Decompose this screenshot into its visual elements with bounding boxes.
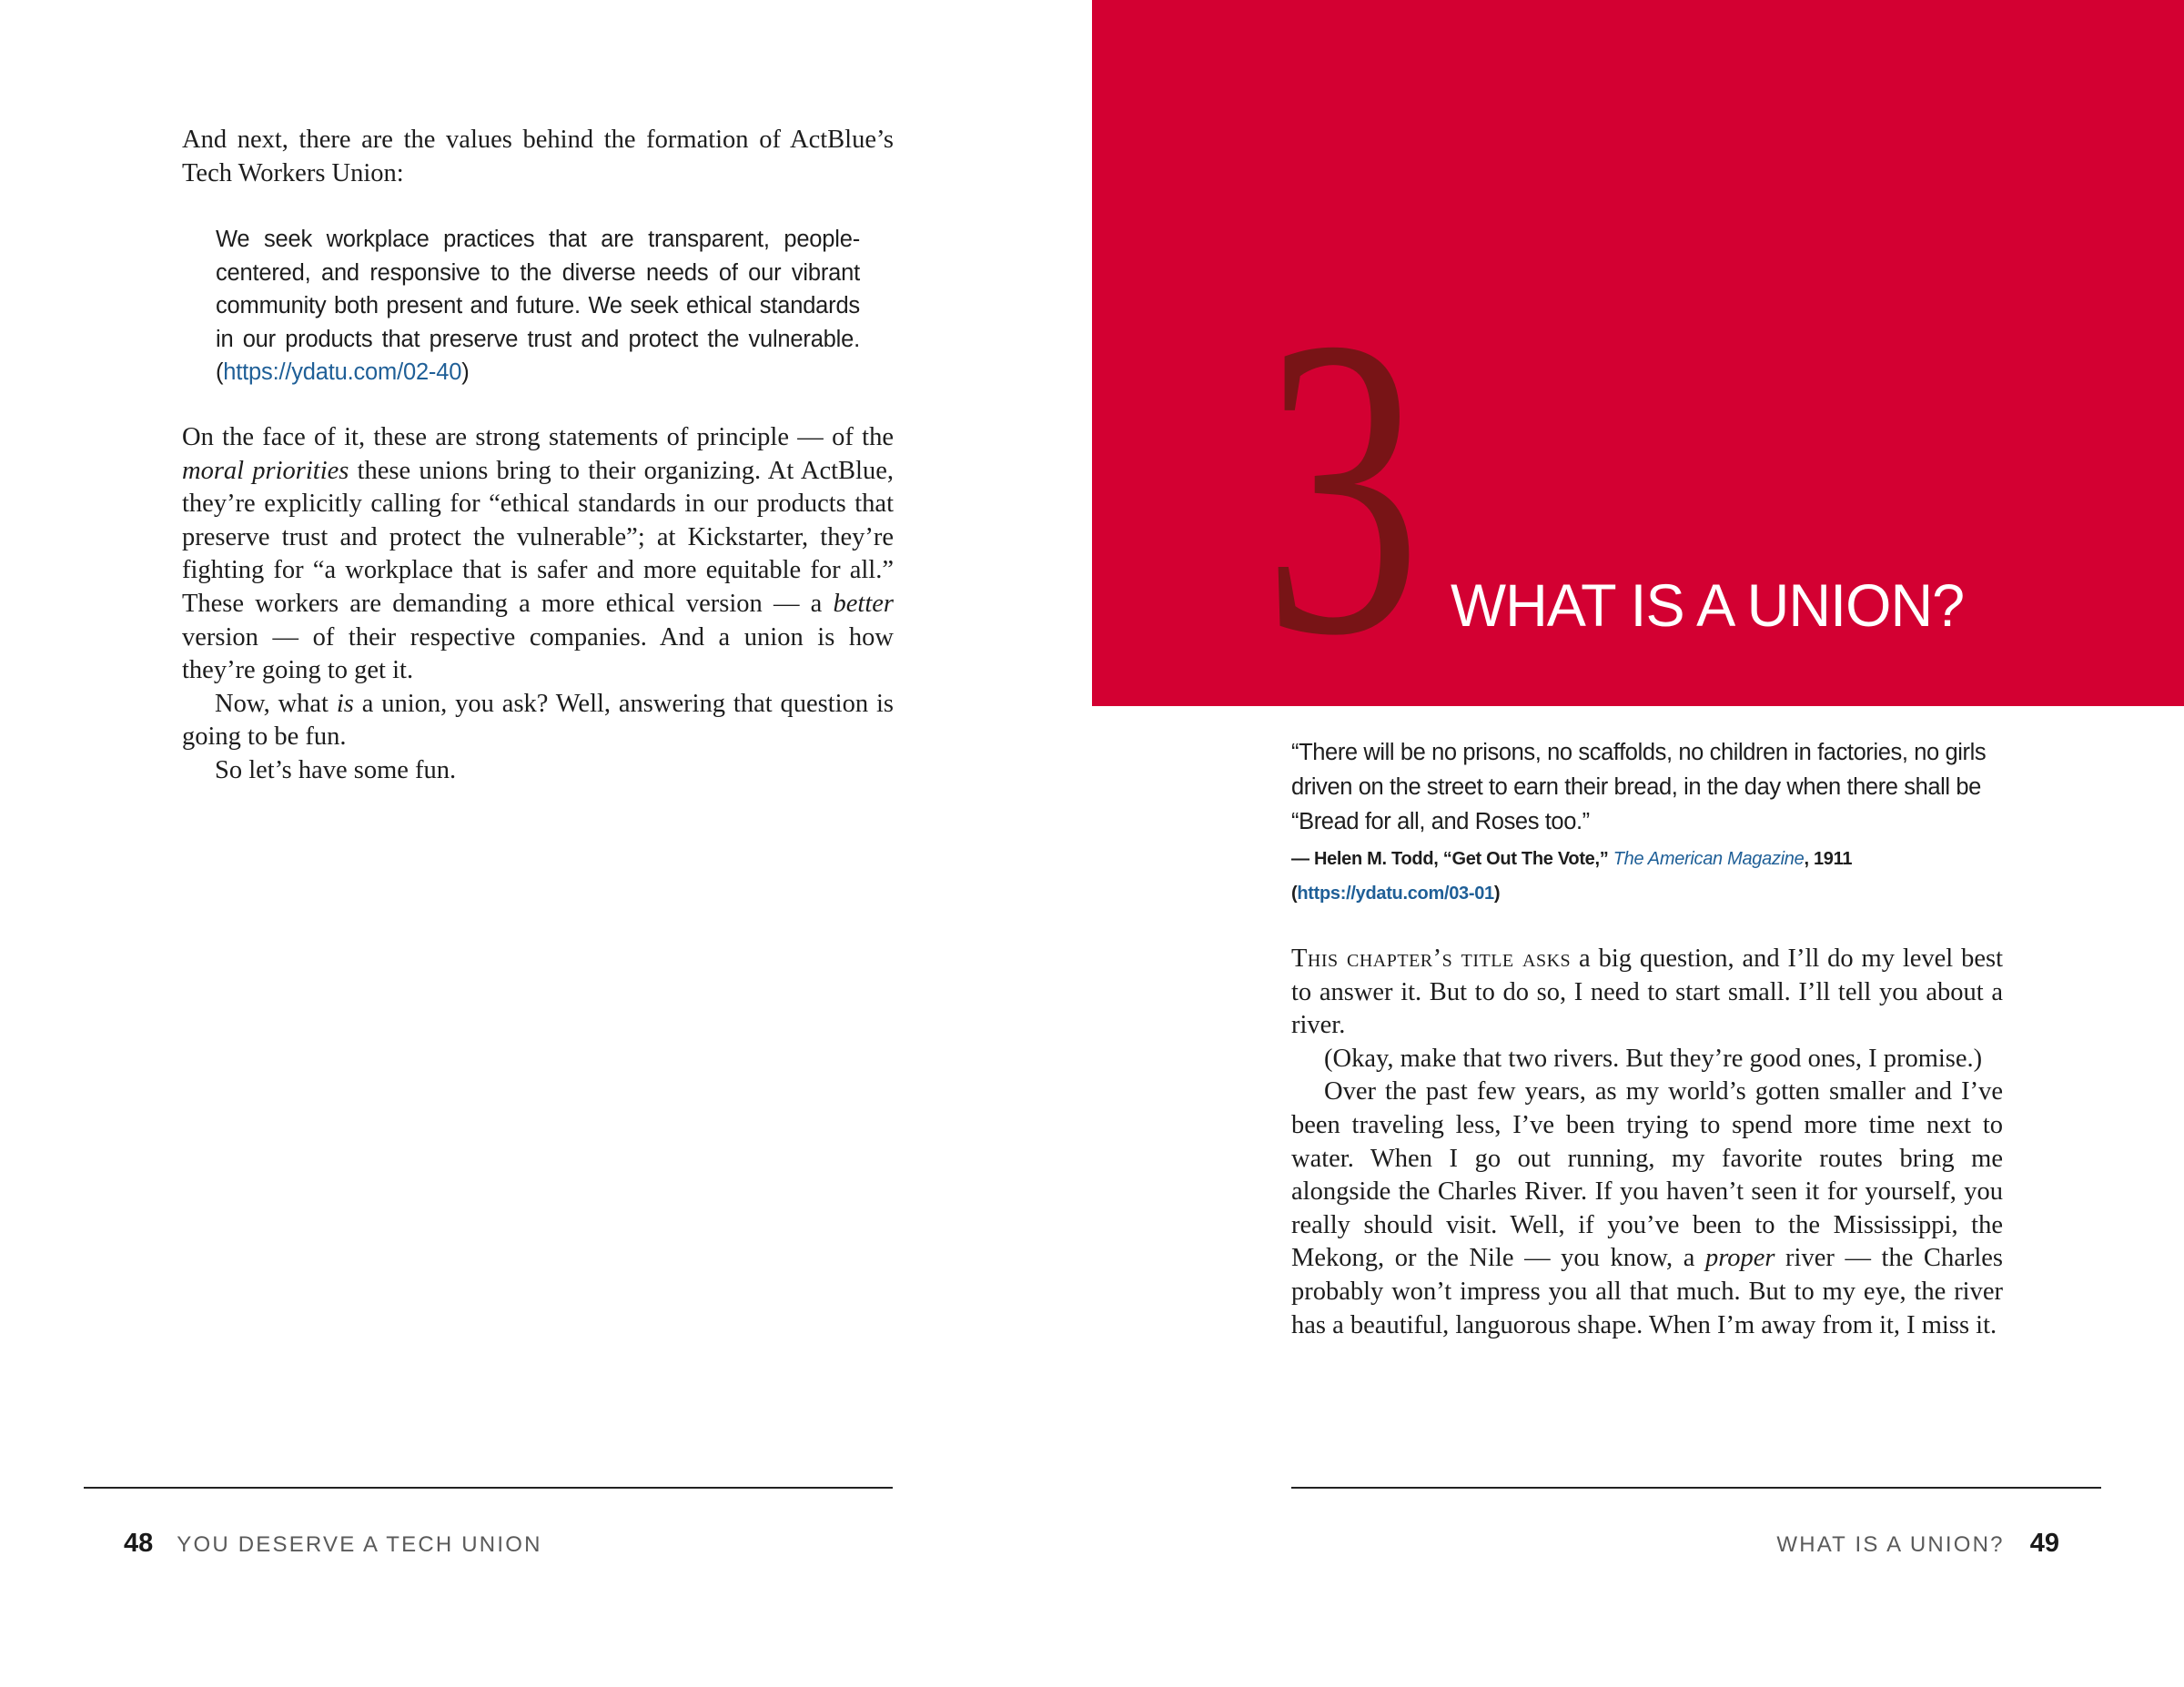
text-run: On the face of it, these are strong statements of principle — of the	[182, 423, 894, 451]
blockquote-text: We seek workplace practices that are transparent, people-centered, and responsive to the diverse needs of our vibrant community both present and future. We seek ethical standards in our products that preserve trust and protect the vulnerable. (	[216, 227, 860, 386]
emphasis: is	[336, 689, 354, 718]
blockquote-close: )	[461, 359, 470, 386]
text-run: a union, you ask? Well, answering that question is going to be fun.	[182, 689, 894, 752]
text-run: Now, what	[215, 689, 337, 718]
epigraph-link[interactable]: https://ydatu.com/03-01	[1297, 884, 1494, 904]
text-run: a big question, and I’ll do my level best to answer it. But to do so, I need to start small. I’ll tell you about a river.	[1291, 945, 2003, 1040]
emphasis: better	[833, 589, 894, 618]
chapter-title: WHAT IS A UNION?	[1451, 571, 1965, 639]
text-run: )	[1493, 884, 1501, 904]
right-page	[1092, 0, 2184, 1687]
magazine-title: The American Magazine	[1613, 849, 1805, 869]
text-run: , 1911 (	[1291, 849, 1853, 904]
left-footer	[124, 1529, 542, 1559]
running-head: YOU DESERVE A TECH UNION	[177, 1532, 542, 1557]
right-footer	[1776, 1529, 2059, 1559]
text-run: these unions bring to their organizing. At ActBlue, they’re explicitly calling for “ethical standards in our products that preserve trust and protect the vulnerable”; at Kickstarter, they’re fighting for “a workplace that is safer and more equitable for all.” These workers are demanding a more ethical version — a	[182, 456, 894, 618]
blockquote-link[interactable]: https://ydatu.com/02-40	[223, 359, 462, 386]
body-paragraph	[182, 421, 894, 688]
chapter-opener-banner	[1092, 0, 2184, 723]
body-paragraph	[182, 688, 894, 754]
text-run: version — of their respective companies. And a union is how they’re going to get it.	[182, 622, 894, 685]
footer-rule	[84, 1487, 893, 1489]
body-paragraph: (Okay, make that two rivers. But they’re good ones, I promise.)	[1324, 1044, 1983, 1073]
emphasis: moral priorities	[182, 456, 349, 485]
epigraph-attribution	[1291, 842, 2019, 911]
footer-rule	[1291, 1487, 2101, 1489]
blockquote	[216, 223, 860, 389]
body-paragraph: So let’s have some fun.	[215, 755, 457, 784]
text-run: Over the past few years, as my world’s gotten smaller and I’ve been traveling less, I’ve been trying to spend more time next to water. When I go out running, my favorite routes bring me alongside the Charles River. If you haven’t seen it for yourself, you really should visit. Well, if you’ve been to the Mississippi, the Mekong, or the Nile — you know, a	[1291, 1077, 2003, 1273]
body-paragraph	[1291, 1076, 2003, 1342]
page-number: 49	[2029, 1529, 2059, 1558]
running-head: WHAT IS A UNION?	[1776, 1532, 2005, 1557]
intro-paragraph: And next, there are the values behind the formation of ActBlue’s Tech Workers Union:	[182, 126, 894, 187]
body-paragraph	[1291, 943, 2003, 1043]
page-number: 48	[124, 1529, 154, 1558]
text-run: river — the Charles probably won’t impress you all that much. But to my eye, the river has a beautiful, languorous shape. When I’m away from it, I miss it.	[1291, 1244, 2003, 1339]
left-body	[182, 421, 894, 788]
epigraph-quote: “There will be no prisons, no scaffolds, no children in factories, no girls driven on the street to earn their bread, in the day when there shall be “Bread for all, and Roses too.”	[1291, 740, 1987, 834]
right-body	[1291, 943, 2003, 1342]
emphasis: proper	[1704, 1244, 1775, 1273]
lead-in-smallcaps: This chapter’s title asks	[1291, 945, 1572, 973]
chapter-number: 3	[1263, 249, 1421, 723]
text-run: — Helen M. Todd, “Get Out The Vote,”	[1291, 849, 1613, 869]
